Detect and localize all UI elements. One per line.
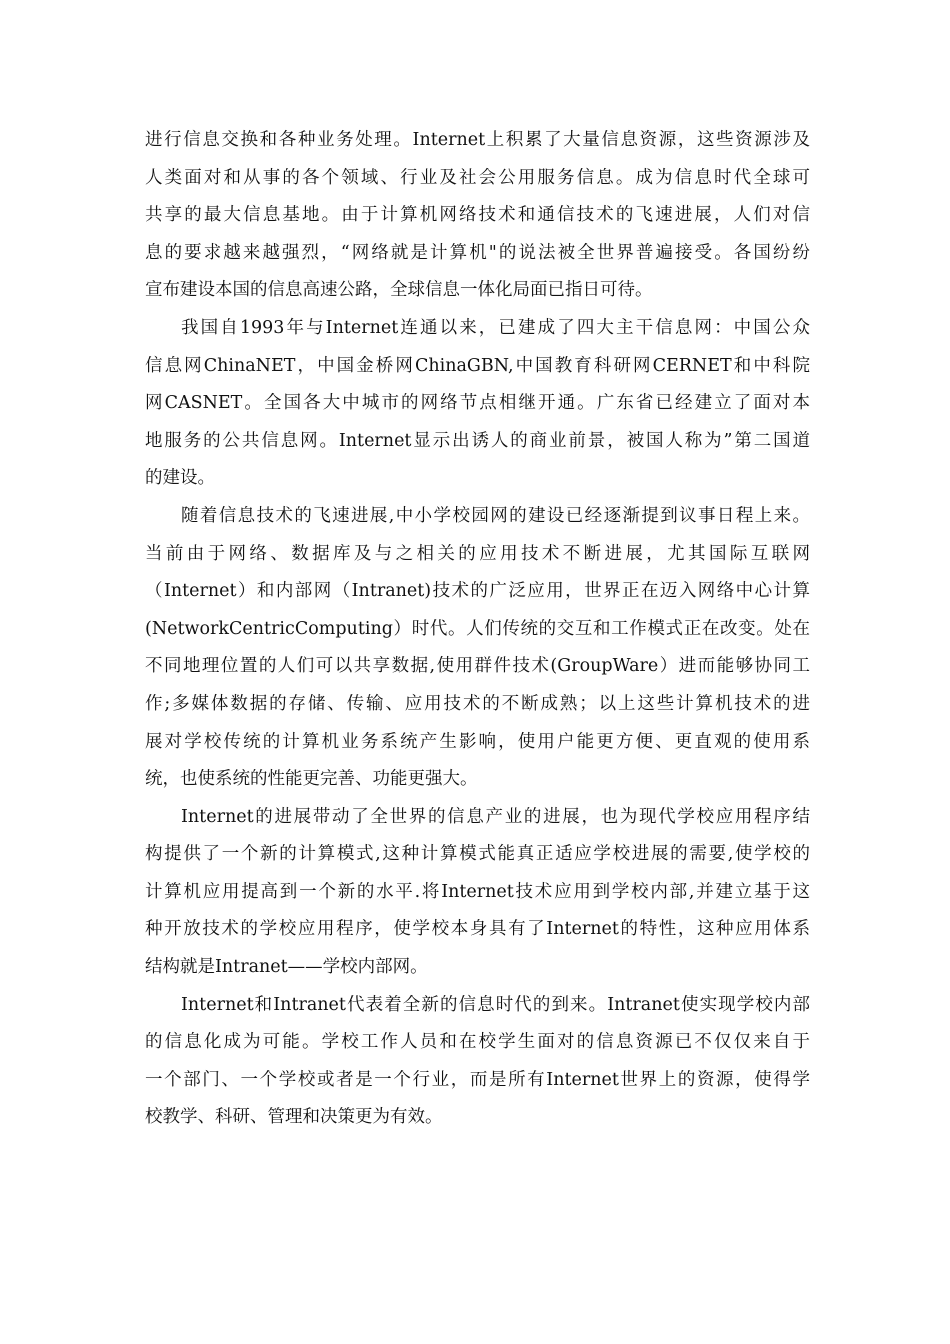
- text-line: Internet和Intranet代表着全新的信息时代的到来。Intranet使实现学校内部: [181, 994, 810, 1015]
- text-line: 共享的最大信息基地。由于计算机网络技术和通信技术的飞速进展，人们对信: [145, 205, 810, 226]
- text-line: 计算机应用提高到一个新的水平.将Internet技术应用到学校内部,并建立基于这: [145, 881, 810, 902]
- text-line: 构提供了一个新的计算模式,这种计算模式能真正适应学校进展的需要,使学校的: [145, 844, 810, 865]
- text-line: 信息网ChinaNET，中国金桥网ChinaGBN,中国教育科研网CERNET和中科院: [145, 355, 810, 376]
- text-line: 地服务的公共信息网。Internet显示出诱人的商业前景，被国人称为”第二国道: [145, 430, 810, 451]
- text-line: （Internet）和内部网（Intranet)技术的广泛应用，世界正在迈入网络中心计算: [145, 581, 810, 602]
- text-line: 息的要求越来越强烈，“网络就是计算机"的说法被全世界普遍接受。各国纷纷: [145, 242, 810, 263]
- text-line: 一个部门、一个学校或者是一个行业，而是所有Internet世界上的资源，使得学: [145, 1069, 810, 1090]
- text-line: (NetworkCentricComputing）时代。人们传统的交互和工作模式正在改变。处在: [145, 618, 810, 639]
- text-line: 结构就是Intranet——学校内部网。: [145, 957, 428, 978]
- body-text: [145, 122, 810, 1137]
- text-line: 校教学、科研、管理和决策更为有效。: [145, 1107, 443, 1128]
- text-line: 的信息化成为可能。学校工作人员和在校学生面对的信息资源已不仅仅来自于: [145, 1032, 810, 1053]
- text-line: 随着信息技术的飞速进展,中小学校园网的建设已经逐渐提到议事日程上来。: [181, 505, 810, 526]
- text-line: 网CASNET。全国各大中城市的网络节点相继开通。广东省已经建立了面对本: [145, 393, 810, 414]
- text-line: 作;多媒体数据的存储、传输、应用技术的不断成熟；以上这些计算机技术的进: [145, 693, 810, 714]
- text-line: 宣布建设本国的信息高速公路，全球信息一体化局面已指日可待。: [145, 280, 653, 301]
- text-line: 展对学校传统的计算机业务系统产生影响，使用户能更方便、更直观的使用系: [145, 731, 810, 752]
- text-line: Internet的进展带动了全世界的信息产业的进展，也为现代学校应用程序结: [181, 806, 810, 827]
- text-line: 人类面对和从事的各个领域、行业及社会公用服务信息。成为信息时代全球可: [145, 167, 810, 188]
- text-line: 的建设。: [145, 468, 215, 489]
- text-line: 进行信息交换和各种业务处理。Internet上积累了大量信息资源，这些资源涉及: [145, 130, 810, 150]
- text-line: 当前由于网络、数据库及与之相关的应用技术不断进展，尤其国际互联网: [145, 543, 810, 564]
- text-line: 种开放技术的学校应用程序，使学校本身具有了Internet的特性，这种应用体系: [145, 919, 810, 940]
- text-line: 不同地理位置的人们可以共享数据,使用群件技术(GroupWare）进而能够协同工: [145, 656, 810, 677]
- text-line: 统，也使系统的性能更完善、功能更强大。: [145, 769, 478, 790]
- text-line: 我国自1993年与Internet连通以来，已建成了四大主干信息网：中国公众: [181, 317, 810, 338]
